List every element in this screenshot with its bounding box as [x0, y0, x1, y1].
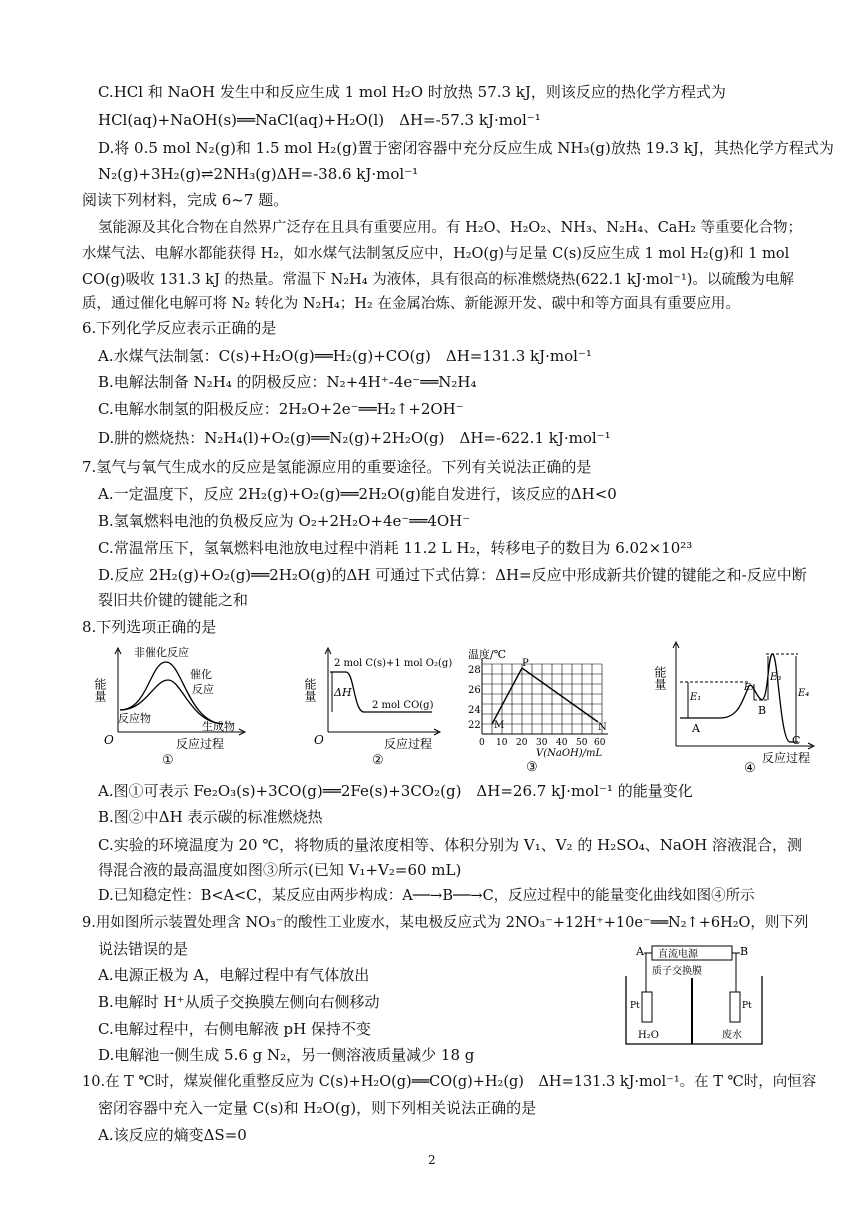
electrolysis-cell-diagram — [622, 942, 772, 1050]
svg-text:V(NaOH)/mL: V(NaOH)/mL — [536, 748, 603, 759]
svg-text:22: 22 — [468, 720, 481, 731]
svg-text:B: B — [758, 704, 767, 717]
svg-text:40: 40 — [556, 738, 568, 748]
text-line: CO(g)吸收 131.3 kJ 的热量。常温下 N₂H₄ 为液体，具有很高的标准燃烧热(622.1 kJ·mol⁻¹)。以硫酸为电解 — [82, 272, 794, 288]
option: B.电解法制备 N₂H₄ 的阴极反应：N₂+4H⁺-4e⁻══N₂H₄ — [98, 373, 477, 391]
svg-text:温度/℃: 温度/℃ — [468, 648, 507, 661]
text-line: HCl(aq)+NaOH(s)══NaCl(aq)+H₂O(l) ΔH=-57.3 kJ·mol⁻¹ — [98, 111, 541, 129]
svg-text:非催化反应: 非催化反应 — [134, 646, 189, 659]
question-cont: 密闭容器中充入一定量 C(s)和 H₂O(g)，则下列相关说法正确的是 — [98, 1099, 537, 1117]
svg-text:ΔH: ΔH — [334, 686, 352, 699]
option: A.一定温度下，反应 2H₂(g)+O₂(g)══2H₂O(g)能自发进行，该反应的ΔH<0 — [98, 485, 617, 503]
svg-text:24: 24 — [468, 705, 481, 716]
svg-text:能量: 能量 — [303, 678, 317, 702]
svg-text:50: 50 — [576, 738, 588, 748]
svg-text:Pt: Pt — [742, 1001, 752, 1011]
option: B.氢氧燃料电池的负极反应为 O₂+2H₂O+4e⁻══4OH⁻ — [98, 512, 471, 530]
question-cont: 说法错误的是 — [98, 940, 189, 958]
option: C.电解过程中，右侧电解液 pH 保持不变 — [98, 1020, 371, 1038]
svg-text:E₂: E₂ — [744, 683, 755, 693]
option: D.已知稳定性：B<A<C，某反应由两步构成：A──→B──→C，反应过程中的能量变化曲线如图④所示 — [98, 888, 755, 904]
svg-text:26: 26 — [468, 685, 481, 696]
option: D.电解池一侧生成 5.6 g N₂，另一侧溶液质量减少 18 g — [98, 1046, 475, 1064]
svg-text:2 mol C(s)+1 mol O₂(g): 2 mol C(s)+1 mol O₂(g) — [334, 658, 453, 669]
option: C.电解水制氢的阳极反应：2H₂O+2e⁻══H₂↑+2OH⁻ — [98, 400, 464, 418]
svg-text:Pt: Pt — [630, 1001, 640, 1011]
svg-text:催化: 催化 — [190, 668, 212, 681]
option: A.图①可表示 Fe₂O₃(s)+3CO(g)══2Fe(s)+3CO₂(g) ΔH=26.7 kJ·mol⁻¹ 的能量变化 — [98, 782, 693, 800]
svg-text:反应过程: 反应过程 — [762, 751, 811, 765]
option-cont: 得混合液的最高温度如图③所示(已知 V₁+V₂=60 mL) — [98, 861, 462, 879]
svg-text:C: C — [792, 734, 801, 747]
option: C.常温常压下，氢氧燃料电池放电过程中消耗 11.2 L H₂，转移电子的数目为 6.02×10²³ — [98, 539, 693, 557]
svg-text:H₂O: H₂O — [638, 1030, 659, 1041]
text-line: C.HCl 和 NaOH 发生中和反应生成 1 mol H₂O 时放热 57.3 kJ，则该反应的热化学方程式为 — [98, 83, 726, 101]
svg-text:10: 10 — [496, 738, 508, 748]
svg-text:A: A — [636, 945, 644, 958]
svg-text:28: 28 — [468, 665, 481, 676]
svg-text:B: B — [740, 945, 749, 958]
figure-2 — [303, 644, 453, 769]
svg-text:2 mol CO(g): 2 mol CO(g) — [372, 700, 434, 711]
page-number: 2 — [428, 1153, 436, 1167]
svg-text:0: 0 — [479, 738, 485, 748]
text-line: 水煤气法、电解水都能获得 H₂，如水煤气法制氢反应中，H₂O(g)与足量 C(s)反应生成 1 mol H₂(g)和 1 mol — [82, 246, 790, 262]
option: D.肼的燃烧热：N₂H₄(l)+O₂(g)══N₂(g)+2H₂O(g) ΔH=-622.1 kJ·mol⁻¹ — [98, 429, 611, 447]
svg-text:A: A — [692, 722, 700, 735]
svg-text:O: O — [104, 733, 114, 747]
figure-1 — [93, 644, 248, 769]
svg-text:③: ③ — [526, 760, 538, 775]
text-line: 质，通过催化电解可将 N₂ 转化为 N₂H₄；H₂ 在金属冶炼、新能源开发、碳中和等方面具有重要应用。 — [82, 296, 740, 312]
figure-3 — [462, 644, 622, 774]
option: B.图②中ΔH 表示碳的标准燃烧热 — [98, 808, 323, 826]
question-9: 9.用如图所示装置处理含 NO₃⁻的酸性工业废水，某电极反应式为 2NO₃⁻+12H⁺+10e⁻══N₂↑+6H₂O，则下列 — [82, 915, 809, 931]
svg-text:反应过程: 反应过程 — [384, 737, 433, 751]
svg-text:M: M — [494, 720, 505, 731]
svg-text:废水: 废水 — [722, 1030, 742, 1041]
figure-4 — [653, 638, 818, 778]
svg-text:生成物: 生成物 — [202, 720, 235, 733]
option: A.该反应的熵变ΔS=0 — [98, 1126, 247, 1144]
question-7: 7.氢气与氧气生成水的反应是氢能源应用的重要途径。下列有关说法正确的是 — [82, 458, 592, 476]
option: A.电源正极为 A，电解过程中有气体放出 — [98, 966, 370, 984]
svg-text:P: P — [522, 658, 529, 669]
svg-text:能量: 能量 — [93, 678, 107, 702]
text-line: N₂(g)+3H₂(g)⇌2NH₃(g)ΔH=-38.6 kJ·mol⁻¹ — [98, 165, 419, 183]
text-line: 阅读下列材料，完成 6~7 题。 — [82, 191, 289, 209]
svg-text:E₁: E₁ — [690, 692, 702, 703]
svg-text:质子交换膜: 质子交换膜 — [652, 966, 702, 977]
svg-text:反应物: 反应物 — [118, 712, 151, 725]
svg-text:直流电源: 直流电源 — [658, 949, 698, 960]
svg-text:60: 60 — [594, 738, 606, 748]
svg-text:④: ④ — [744, 761, 756, 776]
option: D.反应 2H₂(g)+O₂(g)══2H₂O(g)的ΔH 可通过下式估算：ΔH=反应中形成新共价键的键能之和-反应中断 — [98, 566, 807, 584]
svg-text:①: ① — [162, 753, 174, 768]
svg-text:E₃: E₃ — [770, 672, 782, 683]
svg-text:E₄: E₄ — [798, 688, 810, 699]
option: C.实验的环境温度为 20 ℃，将物质的量浓度相等、体积分别为 V₁、V₂ 的 H₂SO₄、NaOH 溶液混合，测 — [98, 836, 803, 854]
question-8: 8.下列选项正确的是 — [82, 618, 217, 636]
text-line: D.将 0.5 mol N₂(g)和 1.5 mol H₂(g)置于密闭容器中充分反应生成 NH₃(g)放热 19.3 kJ，其热化学方程式为 — [98, 139, 834, 157]
option-cont: 裂旧共价键的键能之和 — [98, 591, 249, 609]
svg-text:20: 20 — [516, 738, 528, 748]
option: B.电解时 H⁺从质子交换膜左侧向右侧移动 — [98, 993, 380, 1011]
svg-text:N: N — [598, 722, 607, 733]
svg-text:②: ② — [372, 753, 384, 768]
svg-text:30: 30 — [536, 738, 548, 748]
svg-text:反应: 反应 — [192, 683, 214, 696]
svg-text:O: O — [314, 733, 324, 747]
question-6: 6.下列化学反应表示正确的是 — [82, 319, 277, 337]
question-10: 10.在 T ℃时，煤炭催化重整反应为 C(s)+H₂O(g)══CO(g)+H₂(g) ΔH=131.3 kJ·mol⁻¹。在 T ℃时，向恒容 — [82, 1074, 817, 1090]
option: A.水煤气法制氢：C(s)+H₂O(g)══H₂(g)+CO(g) ΔH=131.3 kJ·mol⁻¹ — [98, 347, 592, 365]
svg-text:反应过程: 反应过程 — [176, 737, 225, 751]
text-line: 氢能源及其化合物在自然界广泛存在且具有重要应用。有 H₂O、H₂O₂、NH₃、N₂H₄、CaH₂ 等重要化合物； — [98, 220, 803, 236]
svg-text:能量: 能量 — [653, 666, 667, 690]
